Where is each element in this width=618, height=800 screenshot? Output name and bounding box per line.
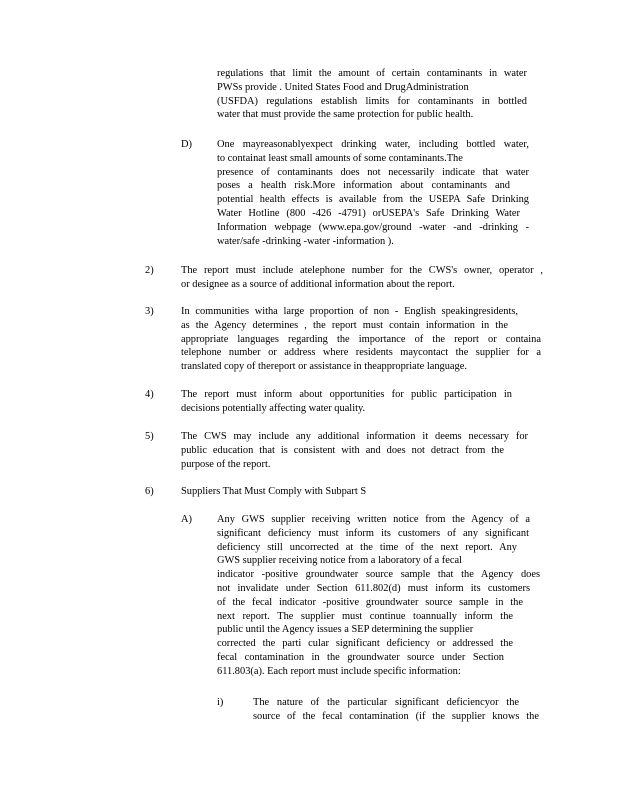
text-line: of the fecal indicator -positive groundwater source sample in the [217, 596, 523, 608]
text-line: Information webpage (www.epa.gov/ground -water -and -drinking - [217, 221, 529, 233]
item-marker-3: 3) [145, 306, 154, 317]
text-line: GWS supplier receiving notice from a laboratory of a fecal [217, 555, 462, 567]
text-line: translated copy of thereport or assistance in theappropriate language. [181, 361, 467, 373]
text-line: potential health effects is available from the USEPA Safe Drinking [217, 194, 529, 206]
text-line: public education that is consistent with and does not detract from the [181, 444, 504, 456]
text-line: to containat least small amounts of some contaminants.The [217, 152, 463, 164]
text-line: significant deficiency must inform its customers of any significant [217, 527, 529, 539]
item-marker-6: 6) [145, 486, 154, 497]
text-line: fecal contamination in the groundwater source under Section [217, 651, 504, 663]
item-marker-A: A) [181, 514, 192, 525]
item-marker-D: D) [181, 139, 192, 150]
text-line: PWSs provide . United States Food and DrugAdministration [217, 81, 469, 93]
text-line: presence of contaminants does not necessarily indicate that water [217, 166, 529, 178]
text-line: In communities witha large proportion of non - English speakingresidents, [181, 306, 518, 317]
text-line: purpose of the report. [181, 458, 271, 470]
text-line: water/safe -drinking -water -information ). [217, 235, 394, 247]
text-line: or designee as a source of additional information about the report. [181, 278, 455, 290]
text-line: public until the Agency issues a SEP determining the supplier [217, 624, 474, 636]
text-line: Water Hotline (800 -426 -4791) orUSEPA's Safe Drinking Water [217, 207, 520, 219]
text-line: corrected the parti cular significant deficiency or addressed the [217, 638, 513, 650]
item-marker-2: 2) [145, 265, 154, 276]
text-line: next report. The supplier must continue toannually inform the [217, 610, 513, 622]
text-line: source of the fecal contamination (if the supplier knows the [253, 710, 539, 722]
item-marker-5: 5) [145, 431, 154, 442]
item-3-paragraph [181, 305, 541, 374]
text-line: The CWS may include any additional information it deems necessary for [181, 431, 528, 442]
text-line: regulations that limit the amount of certain contaminants in water [217, 68, 527, 79]
text-line: decisions potentially affecting water quality. [181, 402, 366, 414]
item-marker-4: 4) [145, 389, 154, 400]
item-D-paragraph [217, 138, 529, 248]
text-line: water that must provide the same protection for public health. [217, 109, 474, 121]
text-line: One mayreasonablyexpect drinking water, including bottled water, [217, 139, 529, 150]
text-line: appropriate languages regarding the importance of the report or containa [181, 333, 541, 345]
text-line: deficiency still uncorrected at the time of the next report. Any [217, 541, 517, 553]
item-6A-i-paragraph [253, 696, 539, 724]
intro-continuation-paragraph [217, 67, 527, 122]
item-marker-i: i) [217, 697, 224, 708]
item-5-paragraph [181, 430, 528, 471]
text-line: Any GWS supplier receiving written notice from the Agency of a [217, 514, 530, 525]
text-line: (USFDA) regulations establish limits for contaminants in bottled [217, 95, 527, 107]
text-line: telephone number or address where residents maycontact the supplier for a [181, 347, 541, 359]
text-line: The report must inform about opportunities for public participation in [181, 389, 512, 400]
item-4-paragraph [181, 388, 512, 416]
item-6-heading [181, 485, 411, 499]
text-line: not invalidate under Section 611.802(d) must inform its customers [217, 582, 530, 594]
item-6A-paragraph [217, 513, 540, 679]
text-line: indicator -positive groundwater source sample that the Agency does [217, 569, 540, 581]
text-line: 611.803(a). Each report must include specific information: [217, 665, 461, 677]
text-line: The nature of the particular significant deficiencyor the [253, 697, 519, 708]
text-line: as the Agency determines , the report must contain information in the [181, 319, 508, 331]
text-line: Suppliers That Must Comply with Subpart S [181, 486, 367, 497]
text-line: The report must include atelephone number for the CWS's owner, operator , [181, 265, 543, 276]
text-line: poses a health risk.More information about contaminants and [217, 180, 510, 192]
item-2-paragraph [181, 264, 543, 292]
